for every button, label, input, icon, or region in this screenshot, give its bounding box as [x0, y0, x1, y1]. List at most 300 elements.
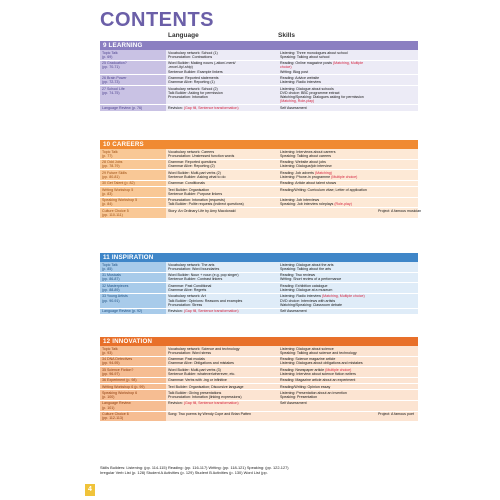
unit-inspiration [100, 253, 418, 315]
cell-line [280, 351, 416, 355]
lesson-title: 27 School Life [102, 86, 125, 91]
table-row [100, 283, 418, 294]
cell-line [168, 181, 276, 185]
cell-line [168, 55, 276, 59]
cell-text: Reading/Writing: Curriculum vitae; Letter of application [280, 187, 367, 192]
lesson-pages: (pp. 80-81) [102, 174, 120, 179]
cell-line [280, 288, 416, 292]
skills-cell [278, 181, 418, 186]
lesson-cell [100, 412, 166, 422]
unit-careers [100, 140, 422, 219]
table-row [100, 198, 418, 209]
cell-text: Listening: Radio interview [280, 80, 321, 85]
language-cell [166, 198, 278, 208]
cell-text: Grammar Alive: Obligations and mistakes [168, 361, 234, 366]
cell-text: Reading: Science magazine article [280, 357, 336, 362]
language-cell [166, 401, 278, 411]
language-cell [166, 273, 278, 283]
lesson-pages: (p. 85) [102, 266, 113, 271]
skills-cell [278, 346, 418, 356]
cell-line [280, 277, 416, 281]
cell-line [168, 309, 276, 313]
cell-text: Listening: Job interviews [280, 198, 320, 203]
lesson-title: 33 Young Artists [102, 294, 128, 299]
lesson-pages: (p. 100) [102, 395, 115, 400]
column-header-skills: Skills [278, 32, 295, 39]
skills-cell [278, 401, 418, 411]
cell-text: Revision: [168, 105, 184, 110]
lesson-cell [100, 262, 166, 272]
lesson-cell [100, 283, 166, 293]
cell-line [280, 401, 416, 405]
cell-text: Sentence Builder: Purpose linkers [168, 191, 223, 196]
lesson-cell [100, 105, 166, 110]
cell-text: Listening: Dialogue about science [280, 346, 334, 351]
cell-text: Pronunciation: Intonation (linking expressions) [168, 395, 242, 400]
skills-cell [278, 367, 418, 377]
lesson-pages: (pp. 94-95) [102, 361, 120, 366]
cell-text: Grammar: Verbs with -ing or infinitive [168, 378, 227, 383]
language-cell [166, 61, 278, 75]
cell-text: Listening: Interviews about careers [280, 149, 336, 154]
lesson-cell [100, 50, 166, 60]
table-row [100, 105, 418, 111]
lesson-cell [100, 273, 166, 283]
cell-text: Grammar Alive: Regrets [168, 287, 207, 292]
cell-text: Listening: Dialogue at a museum [280, 287, 333, 292]
lesson-cell [100, 367, 166, 377]
cell-text: Speaking: Talking about school [280, 54, 330, 59]
cell-text: Pronunciation: Unstressed function words [168, 153, 235, 158]
cell-line [168, 395, 276, 399]
lesson-cell [100, 357, 166, 367]
cell-text: Speaking: Talking about careers [280, 153, 332, 158]
cell-text: Watching/Speaking: Classroom debate [280, 302, 342, 307]
unit-innovation [100, 337, 418, 422]
highlight-text: (Gap fill, Sentence transformation) [183, 401, 239, 406]
cell-text: Grammar: Past Conditional [168, 283, 212, 288]
cell-line [168, 106, 276, 110]
lesson-title: Writing Workshop 5 [102, 187, 134, 192]
lesson-cell [100, 384, 166, 389]
highlight-text: (Multiple choice) [331, 174, 358, 179]
language-cell [166, 357, 278, 367]
table-row [100, 346, 418, 357]
cell-text: Sentence Builder: Asking what to do [168, 174, 226, 179]
table-row [100, 401, 418, 412]
language-cell [166, 50, 278, 60]
language-cell [166, 187, 278, 197]
cell-text: Reading: Magazine article about an experiment [280, 378, 356, 383]
lesson-title: Topic Talk [102, 50, 118, 55]
lesson-cell [100, 208, 166, 218]
highlight-text: (Matching, Multiple [332, 61, 364, 66]
lesson-pages: (p. 84) [102, 202, 113, 207]
lesson-title: Culture Choice 6 [102, 412, 129, 417]
cell-line [168, 401, 276, 405]
unit-heading: 11 INSPIRATION [100, 253, 418, 262]
page-title: CONTENTS [100, 9, 214, 31]
skills-cell [278, 86, 418, 104]
highlight-text: (Gap fill, Sentence transformation) [183, 309, 239, 314]
unit-heading: 12 INNOVATION [100, 337, 418, 346]
cell-text: Grammar: Reported questions [168, 160, 217, 165]
lesson-title: 28 Odd Jobs [102, 160, 123, 165]
cell-line [168, 351, 276, 355]
cell-text: Revision: [168, 401, 184, 406]
table-row [100, 149, 418, 160]
cell-text: Vocabulary network: The arts [168, 262, 215, 267]
skills-cell [278, 187, 418, 197]
cell-text: Song: Two poems by Wendy Cope and Brian Patten [168, 412, 251, 417]
cell-line [280, 303, 416, 307]
lesson-cell [100, 160, 166, 170]
highlight-text: choice) [280, 65, 292, 70]
lesson-pages: (pp. 90-91) [102, 298, 120, 303]
cell-text: Grammar Alive: Reporting (1) [168, 80, 215, 85]
lesson-title: Culture Choice 5 [102, 208, 129, 213]
lesson-cell [100, 198, 166, 208]
lesson-pages: (pp. 70-71) [102, 65, 120, 70]
table-row [100, 50, 418, 61]
lesson-title: 29 Future Skills [102, 170, 127, 175]
cell-text: -ence/-ity/-ship) [168, 65, 193, 70]
cell-text: Reading: Article about talent shows [280, 181, 337, 186]
lesson-pages: (pp. 96-97) [102, 371, 120, 376]
unit-learning [100, 41, 418, 112]
lesson-title: 25 Graduation? [102, 61, 127, 66]
lesson-title: Topic Talk [102, 149, 118, 154]
cell-line [280, 154, 416, 158]
cell-text: Reading/Writing: Opinion essay [280, 384, 331, 389]
cell-line [280, 267, 416, 271]
language-cell [166, 346, 278, 356]
skills-cell [278, 412, 418, 417]
lesson-cell [100, 378, 166, 383]
lesson-cell [100, 170, 166, 180]
lesson-title: 36 Experiment (p. 98) [102, 378, 137, 383]
cell-text: Revision: [168, 309, 184, 314]
cell-line [168, 164, 276, 168]
cell-line [168, 80, 276, 84]
cell-line [280, 309, 416, 313]
language-cell [166, 105, 278, 110]
lesson-pages: (pp. 110-111) [102, 213, 123, 218]
cell-text: Sentence Builder: Example linkers [168, 69, 223, 74]
cell-text: Listening: Interview about science fiction writers [280, 371, 356, 376]
highlight-text: (Gap fill, Sentence transformation) [183, 105, 239, 110]
cell-text: DVD choice: BBC programme extract [280, 90, 340, 95]
cell-text: Self Assessment [280, 401, 307, 406]
lesson-cell [100, 86, 166, 104]
cell-text: Listening: Presentation about an invention [280, 390, 347, 395]
lesson-title: 26 Brain Power [102, 75, 127, 80]
unit-heading: 10 CAREERS [100, 140, 418, 149]
lesson-pages: (p. 69) [102, 54, 113, 59]
cell-text: Vocabulary network: School (2) [168, 86, 218, 91]
language-cell [166, 181, 278, 186]
skills-cell [278, 294, 418, 308]
cell-line [168, 154, 276, 158]
cell-line [378, 412, 416, 416]
lesson-cell [100, 61, 166, 75]
footer-line-2: Irregular Verb List (p. 128) Student A Activities (p. 129) Student B Activities (p. 130) Word List (pp. [100, 470, 268, 475]
cell-text: Listening: Dialogue about schools [280, 86, 334, 91]
page-number: 4 [85, 484, 95, 496]
skills-cell [278, 105, 418, 110]
language-cell [166, 170, 278, 180]
language-cell [166, 75, 278, 85]
lesson-cell [100, 149, 166, 159]
cell-line [168, 267, 276, 271]
lesson-pages: (pp. 86-87) [102, 277, 120, 282]
cell-line [378, 208, 422, 213]
lesson-title: Language Review [102, 401, 131, 406]
lesson-title: 31 Musicals [102, 273, 121, 278]
lesson-title: 35 Science Fiction? [102, 367, 134, 372]
cell-text: Pronunciation: Word boundaries [168, 266, 220, 271]
cell-text: Grammar Alive: Reporting (2) [168, 164, 215, 169]
skills-cell [278, 149, 418, 159]
cell-text: Talk Builder: Giving presentations [168, 390, 222, 395]
cell-line [168, 378, 276, 382]
cell-line [168, 95, 276, 99]
language-cell [166, 390, 278, 400]
lesson-cell [100, 309, 166, 314]
lesson-title: Writing Workshop 6 (p. 99) [102, 384, 145, 389]
cell-text: DVD choice: Interviews with artists [280, 298, 336, 303]
lesson-pages: (pp. 112-113) [102, 416, 124, 421]
cell-line [280, 164, 416, 168]
lesson-pages: (p. 77) [102, 153, 113, 158]
table-row [100, 75, 418, 86]
cell-text: Vocabulary network: Art [168, 294, 206, 299]
language-cell [166, 262, 278, 272]
table-row [100, 170, 418, 181]
table-row [100, 412, 418, 423]
cell-line [280, 372, 416, 376]
cell-text: Listening: Dialogues about obligations and mistakes [280, 361, 363, 366]
highlight-text: (Role-play) [334, 202, 352, 207]
cell-text: Listening: Phone-in programme [280, 174, 332, 179]
cell-line [280, 175, 416, 179]
skills-cell [278, 378, 418, 383]
cell-text: Project: A famous musician [378, 208, 422, 213]
cell-text: Reading: Advice website [280, 75, 320, 80]
cell-text: Self Assessment [280, 105, 307, 110]
cell-text: Self Assessment [280, 309, 307, 314]
cell-text: Watching/Speaking: Dialogues asking for permission [280, 95, 364, 100]
language-cell [166, 149, 278, 159]
skills-cell [278, 390, 418, 400]
cell-text: Grammar: Reported statements [168, 75, 219, 80]
column-header-language: Language [168, 32, 199, 39]
table-row [100, 294, 418, 309]
cell-line [280, 361, 416, 365]
footer-line-1: Skills Builders: Listening: (pp. 114-115) Reading: (pp. 116-117) Writing: (pp. 118-121) Speaking: (pp. 122-127) [100, 465, 289, 470]
table-row [100, 61, 418, 76]
footer [100, 465, 420, 475]
cell-text: Grammar: Past modals [168, 357, 205, 362]
cell-text: Talk Builder: Opinions: Reasons and examples [168, 298, 243, 303]
table-row [100, 367, 418, 378]
cell-text: Vocabulary network: School (1) [168, 50, 218, 55]
lesson-cell [100, 75, 166, 85]
cell-line [280, 55, 416, 59]
cell-line [168, 361, 276, 365]
table-row [100, 208, 422, 219]
cell-text: Writing: Blog post [280, 69, 309, 74]
cell-text: Talk Builder: Polite requests (indirect questions) [168, 202, 244, 207]
lesson-pages: (pp. 88-89) [102, 287, 120, 292]
skills-cell [278, 50, 418, 60]
language-cell [166, 86, 278, 104]
lesson-title: Language Review (p. 92) [102, 309, 143, 314]
highlight-text: (Matching, Role-play) [280, 99, 315, 104]
lesson-title: Speaking Workshop 6 [102, 390, 138, 395]
cell-line [168, 192, 276, 196]
highlight-text: (Matching, Multiple choice) [321, 294, 365, 299]
cell-text: Story: An Ordinary Life by Amy Macdonald [168, 208, 236, 213]
cell-text: Sentence Builder: whatever/wherever, etc. [168, 371, 236, 376]
cell-line [168, 385, 276, 389]
cell-line [168, 372, 276, 376]
lesson-pages: (pp. 72-73) [102, 80, 120, 85]
cell-line [280, 202, 416, 206]
skills-cell [278, 273, 418, 283]
lesson-title: Topic Talk [102, 262, 118, 267]
table-row [100, 262, 418, 273]
lesson-cell [100, 181, 166, 186]
lesson-pages: (p. 101) [102, 405, 115, 410]
cell-text: Writing: Short review of a performance [280, 277, 342, 282]
cell-text: Word Builder: Multi-part verbs (3) [168, 367, 221, 372]
cell-text: Pronunciation: Intonation [168, 95, 208, 100]
skills-cell [278, 283, 418, 293]
table-row [100, 86, 418, 105]
lesson-cell [100, 401, 166, 411]
cell-text: Listening: Dialogue about the arts [280, 262, 334, 267]
cell-text: Speaking: Presentation [280, 395, 318, 400]
cell-text: Pronunciation: Contractions [168, 54, 213, 59]
language-cell [166, 294, 278, 308]
lesson-pages: (pp. 78-79) [102, 164, 120, 169]
cell-text: Listening: Dialogue/job interview [280, 164, 332, 169]
cell-text: Reading: Exhibition catalogue [280, 283, 328, 288]
unit-heading: 9 LEARNING [100, 41, 418, 50]
skills-cell [278, 75, 418, 85]
cell-line [168, 175, 276, 179]
cell-line [280, 181, 416, 185]
cell-line [280, 70, 416, 74]
skills-cell [278, 262, 418, 272]
cell-line [168, 202, 276, 206]
skills-cell [278, 61, 418, 75]
lesson-title: 34 DNA Detectives [102, 357, 133, 362]
cell-text: Reading: Two reviews [280, 273, 316, 278]
cell-line [280, 80, 416, 84]
cell-line [280, 378, 416, 382]
lesson-title: 30 Get Talent (p. 82) [102, 181, 135, 186]
cell-line [168, 288, 276, 292]
cell-text: Listening: Radio interview [280, 294, 322, 299]
table-row [100, 390, 418, 401]
highlight-text: (Matching) [314, 170, 332, 175]
cell-text: Word Builder: Noun + noun (e.g. pop singer) [168, 273, 239, 278]
cell-text: Listening: Three monologues about school [280, 50, 348, 55]
table-row [100, 187, 418, 198]
language-cell [166, 378, 278, 383]
language-cell [166, 283, 278, 293]
language-cell [166, 309, 278, 314]
cell-text: Reading: Job adverts [280, 170, 315, 175]
table-row [100, 309, 418, 315]
language-cell [166, 367, 278, 377]
language-cell [166, 160, 278, 170]
lesson-cell [100, 187, 166, 197]
cell-text: Speaking: Talking about science and technology [280, 350, 357, 355]
cell-text: Pronunciation: Intonation (requests) [168, 198, 225, 203]
cell-line [280, 106, 416, 110]
lesson-title: Topic Talk [102, 346, 118, 351]
cell-text: Text Builder: Organisation; Discursive language [168, 384, 244, 389]
cell-text: Reading: Newspaper article [280, 367, 326, 372]
cell-text: Project: A famous poet [378, 412, 414, 417]
highlight-text: (Multiple choice) [325, 367, 352, 372]
cell-text: Reading: Online magazine posts [280, 61, 333, 66]
cell-line [168, 277, 276, 281]
cell-text: Vocabulary network: Careers [168, 149, 215, 154]
lesson-cell [100, 346, 166, 356]
skills-cell [278, 357, 418, 367]
cell-line [280, 188, 416, 192]
lesson-pages: (p. 83) [102, 191, 113, 196]
cell-text: Pronunciation: Stress [168, 302, 203, 307]
cell-text: Word Builder: Multi-part verbs (2) [168, 170, 221, 175]
skills-cell [278, 309, 418, 314]
cell-text: Speaking: Job interview roleplays [280, 202, 335, 207]
table-row [100, 357, 418, 368]
skills-cell [278, 198, 418, 208]
cell-line [168, 303, 276, 307]
cell-text: Sentence Builder: Contrast linkers [168, 277, 223, 282]
cell-text: Text Builder: Organisation [168, 187, 210, 192]
cell-text: Vocabulary network: Science and technology [168, 346, 240, 351]
skills-cell [278, 208, 422, 213]
language-cell [166, 384, 278, 389]
cell-line [168, 70, 276, 74]
skills-cell [278, 170, 418, 180]
lesson-title: Language Review (p. 76) [102, 105, 143, 110]
cell-text: Reading: Website about jobs [280, 160, 326, 165]
lesson-pages: (p. 93) [102, 350, 113, 355]
lesson-title: Speaking Workshop 5 [102, 198, 138, 203]
table-row [100, 273, 418, 284]
cell-line [280, 385, 416, 389]
cell-text: Grammar: Conditionals [168, 181, 205, 186]
skills-cell [278, 384, 418, 389]
lesson-title: 32 Masterpieces [102, 283, 129, 288]
cell-line [280, 395, 416, 399]
lesson-cell [100, 294, 166, 308]
lesson-cell [100, 390, 166, 400]
cell-line [280, 99, 416, 103]
cell-text: Word Builder: Making nouns (-ation/-ment/ [168, 61, 236, 66]
lesson-pages: (pp. 74-75) [102, 90, 120, 95]
cell-text: Talk Builder: Asking for permission [168, 90, 223, 95]
cell-text: Pronunciation: Word stress [168, 350, 212, 355]
skills-cell [278, 160, 418, 170]
